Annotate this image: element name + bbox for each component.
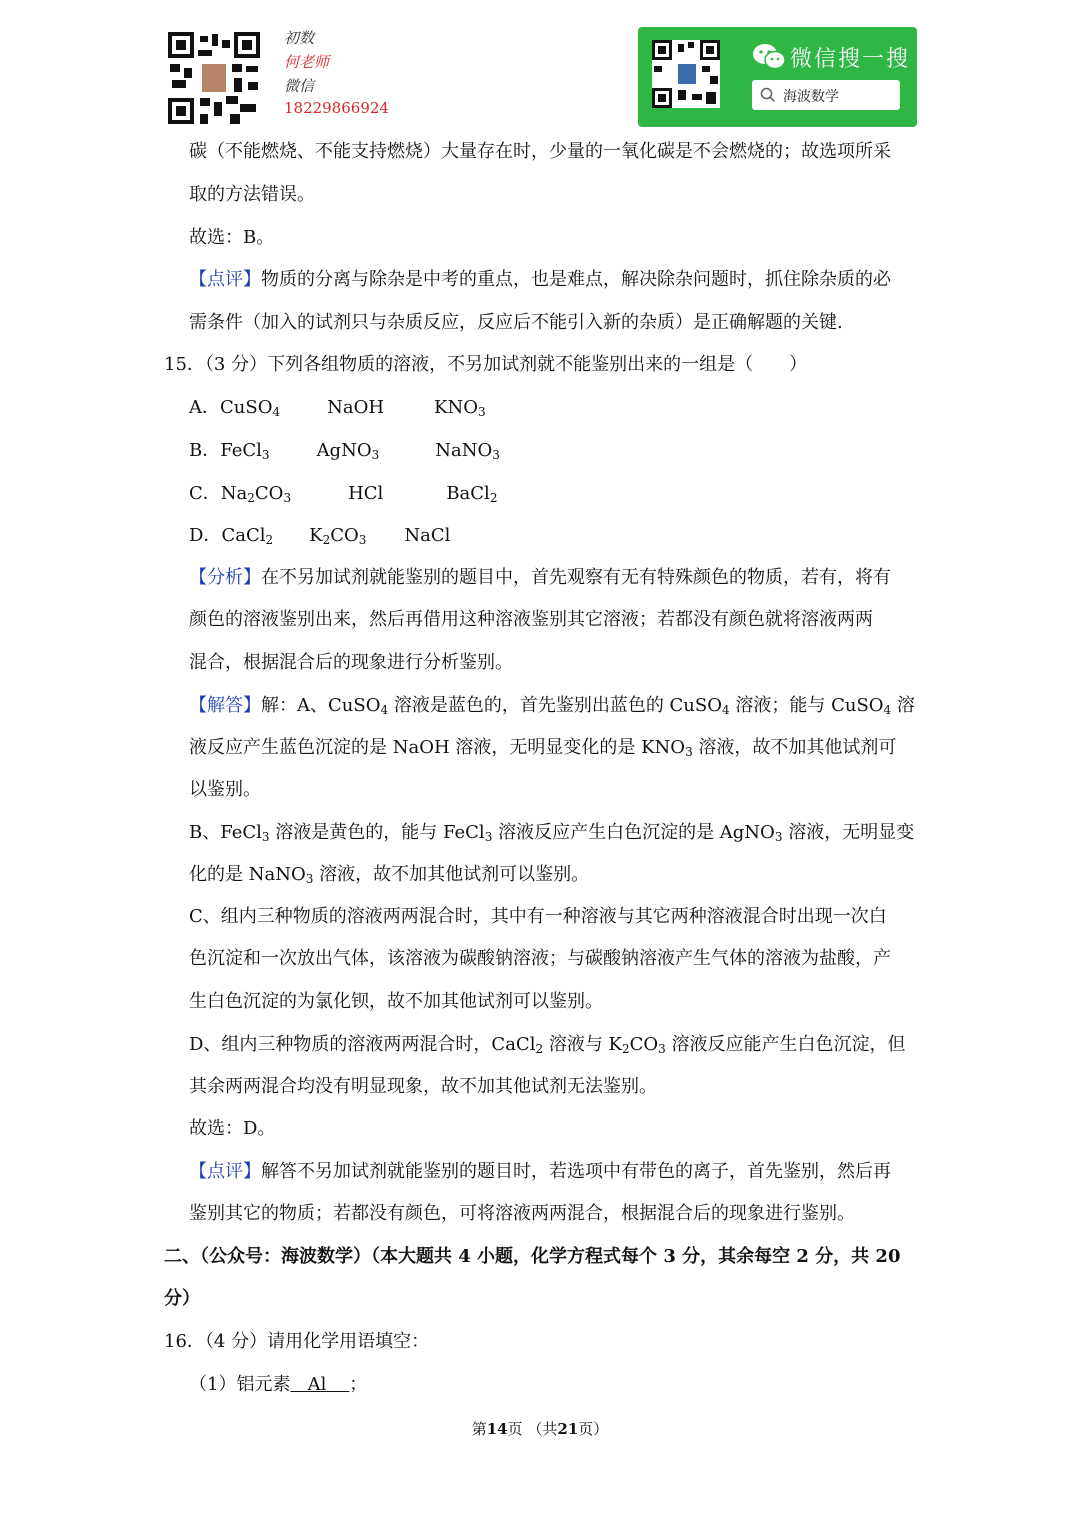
option-d: D．CaCl$_2$ $K_2CO_3$ NaCl [189,525,451,547]
option-a-label: A． [189,397,220,418]
wechat-logo-icon [752,43,786,71]
answer-d-line-2: 其余两两混合均没有明显现象，故不加其他试剂无法鉴别。 [189,1076,657,1097]
answer-d-line-1: D、组内三种物质的溶液两两混合时，CaCl$_2$ 溶液与 $K_2CO_3$ 溶液反应能产生白色沉淀，但 [189,1034,906,1056]
review-1-text-a: 物质的分离与除杂是中考的重点，也是难点，解决除杂问题时，抓住除杂质的必 [261,269,891,290]
review-1-line-1 [189,268,891,292]
analysis-line-3: 混合，根据混合后的现象进行分析鉴别。 [189,652,513,673]
contact-phone: 18229866924 [284,99,389,117]
contact-line-3: 微信 [284,77,315,95]
qr-code-right [652,40,720,108]
page-footer: 第14页 （共21页） [471,1420,609,1438]
contact-line-1: 初数 [284,29,315,47]
contact-line-2: 何老师 [284,53,330,71]
answer-line-1: 【解答】解：A、CuSO$_4$ 溶液是蓝色的，首先鉴别出蓝色的 CuSO$_4$ 溶液；能与 CuSO$_4$ 溶 [189,695,915,717]
option-b-label: B． [189,440,221,461]
choose-b: 故选：B。 [189,227,275,248]
answer-b-line-2: 化的是 NaNO$_3$ 溶液，故不加其他试剂可以鉴别。 [189,864,590,886]
q15-stem: 15．（3 分）下列各组物质的溶液，不另加试剂就不能鉴别出来的一组是（ ） [164,354,808,375]
review-2-tag: 【点评】 [189,1161,261,1182]
answer-b-label: B、 [189,822,221,843]
review-tag: 【点评】 [189,269,261,290]
answer-tag: 【解答】 [189,695,261,716]
analysis-tag: 【分析】 [189,567,261,588]
review-2-line-1 [189,1160,891,1184]
search-icon [760,87,776,103]
analysis-line-2: 颜色的溶液鉴别出来，然后再借用这种溶液鉴别其它溶液；若都没有颜色就将溶液两两 [189,609,873,630]
answer-c-line-1: C、组内三种物质的溶液两两混合时，其中有一种溶液与其它两种溶液混合时出现一次白 [189,906,887,927]
answer-c-line-2: 色沉淀和一次放出气体，该溶液为碳酸钠溶液；与碳酸钠溶液产生气体的溶液为盐酸，产 [189,948,891,969]
section-2-heading-line-2: 分） [164,1288,200,1309]
q16-item-1: （1）铝元素 Al ； [189,1374,368,1395]
review-2-line-2: 鉴别其它的物质；若都没有颜色，可将溶液两两混合，根据混合后的现象进行鉴别。 [189,1203,855,1224]
wechat-search-title: 微信搜一搜 [790,47,911,72]
analysis-text-1: 在不另加试剂就能鉴别的题目中，首先观察有无有特殊颜色的物质，若有，将有 [261,567,891,588]
answer-line-2: 液反应产生蓝色沉淀的是 NaOH 溶液，无明显变化的是 $KNO_3$ 溶液，故不加其他试剂可 [189,737,897,759]
q16-item-1-label: （1）铝元素 [189,1374,291,1395]
section-2-heading-line-1: 二、（公众号：海波数学）（本大题共 4 小题，化学方程式每个 3 分，其余每空 2 分，共 20 [164,1246,901,1267]
search-text: 海波数学 [783,89,839,105]
option-c: C．$Na_2CO_3$ HCl BaCl$_2$ [189,483,498,505]
review-1-line-2: 需条件（加入的试剂只与杂质反应，反应后不能引入新的杂质）是正确解题的关键. [189,312,843,333]
q16-stem: 16．（4 分）请用化学用语填空： [164,1331,430,1352]
option-d-label: D． [189,525,222,546]
continuation-line-2: 取的方法错误。 [189,184,315,205]
q16-item-1-answer: Al [307,1374,327,1395]
answer-b-line-1: B、FeCl$_3$ 溶液是黄色的，能与 FeCl$_3$ 溶液反应产生白色沉淀的是 AgNO$_3$ 溶液，无明显变 [189,822,915,844]
answer-line-3: 以鉴别。 [189,779,261,800]
continuation-line-1: 碳（不能燃烧、不能支持燃烧）大量存在时，少量的一氧化碳是不会燃烧的；故选项所采 [189,141,891,162]
option-c-label: C． [189,483,221,504]
option-b: B．FeCl$_3$ AgNO$_3$ NaNO$_3$ [189,440,500,462]
analysis-line-1 [189,566,891,590]
answer-c-line-3: 生白色沉淀的为氯化钡，故不加其他试剂可以鉴别。 [189,991,603,1012]
option-a: A．CuSO$_4$ NaOH $KNO_3$ [189,397,486,419]
choose-d: 故选：D。 [189,1118,276,1139]
qr-code-left [168,32,260,124]
review-2-text-a: 解答不另加试剂就能鉴别的题目时，若选项中有带色的离子，首先鉴别，然后再 [261,1161,891,1182]
